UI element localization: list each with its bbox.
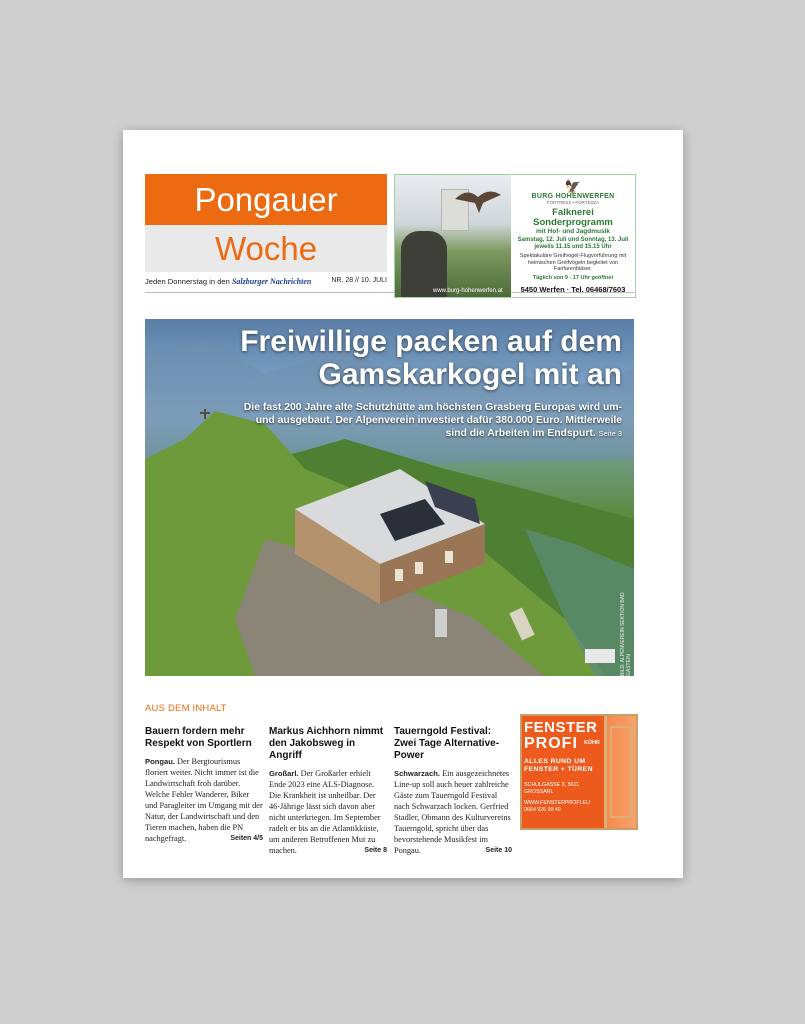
article-place: Schwarzach.	[394, 769, 441, 778]
article-teaser-1[interactable]	[145, 726, 263, 844]
article-text: Ein ausgezeichnetes Line-up soll auch heuer zahlreiche Gäste zum Tauerngold Festival nach Schwarzach locken. Gerfried Stadler, Obmann des Kulturvereins Tauerngold, spricht über das bevorstehende Musikfest im Pongau.	[394, 769, 511, 855]
article-title: Bauern fordern mehr Respekt von Sportlern	[145, 726, 252, 749]
hero-lead-text: Die fast 200 Jahre alte Schutzhütte am höchsten Grasberg Europas wird um- und ausgebaut. Der Alpenverein investiert dafür 380.000 Euro. Mittlerweile sind die Arbeiten im Endspurt.	[243, 402, 622, 439]
ad-headline: Falknerei Sonderprogramm	[533, 207, 613, 228]
eagle-logo-icon: 🦅	[564, 179, 582, 194]
article-title: Markus Aichhorn nimmt den Jakobsweg in Angriff	[269, 726, 384, 761]
masthead-tagline	[145, 277, 387, 286]
article-teaser-3[interactable]	[394, 726, 512, 856]
ad-headline-sub: mit Hof- und Jagdmusik	[535, 228, 611, 235]
article-body	[394, 768, 512, 856]
ad-url: www.burg-hohenwerfen.at	[433, 288, 503, 294]
article-text: Der Großarler erhielt Ende 2023 eine ALS-Diagnose. Die Krankheit ist unheilbar. Der 46-Jährige lässt sich davon aber nicht unterkriegen. Im September radelt er bis an die Atlantikküste, um anderen Betroffenen Mut zu machen.	[269, 769, 381, 855]
ad-address: 5450 Werfen · Tel. 06468/7603	[520, 284, 626, 294]
masthead-title-bottom: Woche	[145, 225, 387, 272]
article-page-ref[interactable]: Seite 10	[485, 847, 512, 854]
ad-hours: Täglich von 9 - 17 Uhr geöffnet	[532, 274, 614, 281]
ad-description: Spektakuläre Greifvogel-Flugvorführung mit heimischen Greifvögeln begleitet von Fanfarenbläser.	[519, 253, 627, 272]
article-place: Pongau.	[145, 757, 175, 766]
ad-word-profi: PROFI	[524, 735, 578, 752]
ad-burg-hohenwerfen[interactable]	[394, 174, 636, 298]
hero-headline: Freiwillige packen auf dem Gamskarkogel mit an	[240, 325, 622, 391]
hero-lead	[242, 401, 622, 440]
ad-slogan: ALLES RUND UM FENSTER + TÜREN	[524, 758, 593, 773]
hero-photo[interactable]	[145, 319, 634, 676]
eagle-icon	[453, 185, 503, 215]
ad-burg-text	[511, 175, 635, 297]
ad-brand: BURG HOHENWERFEN	[531, 193, 615, 200]
newspaper-front-page	[123, 130, 683, 878]
ad-fensterprofi[interactable]	[520, 714, 638, 830]
photo-credit: BILD: ALPENVEREIN SEKTION BAD GASTEIN	[620, 592, 632, 676]
ad-word-fenster: FENSTER	[524, 719, 598, 736]
ad-dates: Samstag, 12. Juli und Sonntag, 13. Juli jeweils 11.15 und 15.15 Uhr	[517, 237, 629, 250]
ad-fenster-contact	[524, 800, 604, 813]
article-page-ref[interactable]: Seite 8	[364, 847, 387, 854]
article-place: Großarl.	[269, 769, 299, 778]
window-pane-icon	[610, 726, 632, 818]
issue-number: NR. 28 // 10. JULI	[331, 277, 387, 284]
ad-fenster-web[interactable]: WWW.FENSTERPROFI.EU	[524, 800, 590, 806]
ad-falconer-photo	[395, 175, 511, 297]
article-teaser-2[interactable]	[269, 726, 387, 856]
ad-fenster-phone: 0664 926 99 49	[524, 806, 561, 813]
article-body	[145, 756, 263, 844]
ad-fenster-address: SCHULGASSE 3, 5611 GROSSARL	[524, 782, 579, 795]
article-page-ref[interactable]: Seiten 4/5	[230, 835, 263, 842]
partner-logo: Salzburger Nachrichten	[231, 277, 312, 286]
ad-word-kuehr: KÜHR	[584, 740, 600, 746]
hero-page-ref[interactable]: Seite 3	[598, 429, 622, 438]
article-body	[269, 768, 387, 856]
article-text: Der Bergtourismus floriert weiter. Nicht immer ist die Landwirtschaft froh darüber. Welche Fehler Wanderer, Biker und Paragleiter im Umgang mit der Natur, der Landwirtschaft und den Tieren machen, haben die PN nachgefragt.	[145, 757, 263, 843]
contents-kicker: AUS DEM INHALT	[145, 703, 227, 714]
article-title: Tauerngold Festival: Zwei Tage Alternative-Power	[394, 726, 500, 761]
ad-brand-sub: FORTRESS • FORTEZZA	[546, 200, 600, 205]
masthead-title-top: Pongauer	[145, 174, 387, 225]
tagline-text: Jeden Donnerstag in den	[145, 277, 230, 286]
